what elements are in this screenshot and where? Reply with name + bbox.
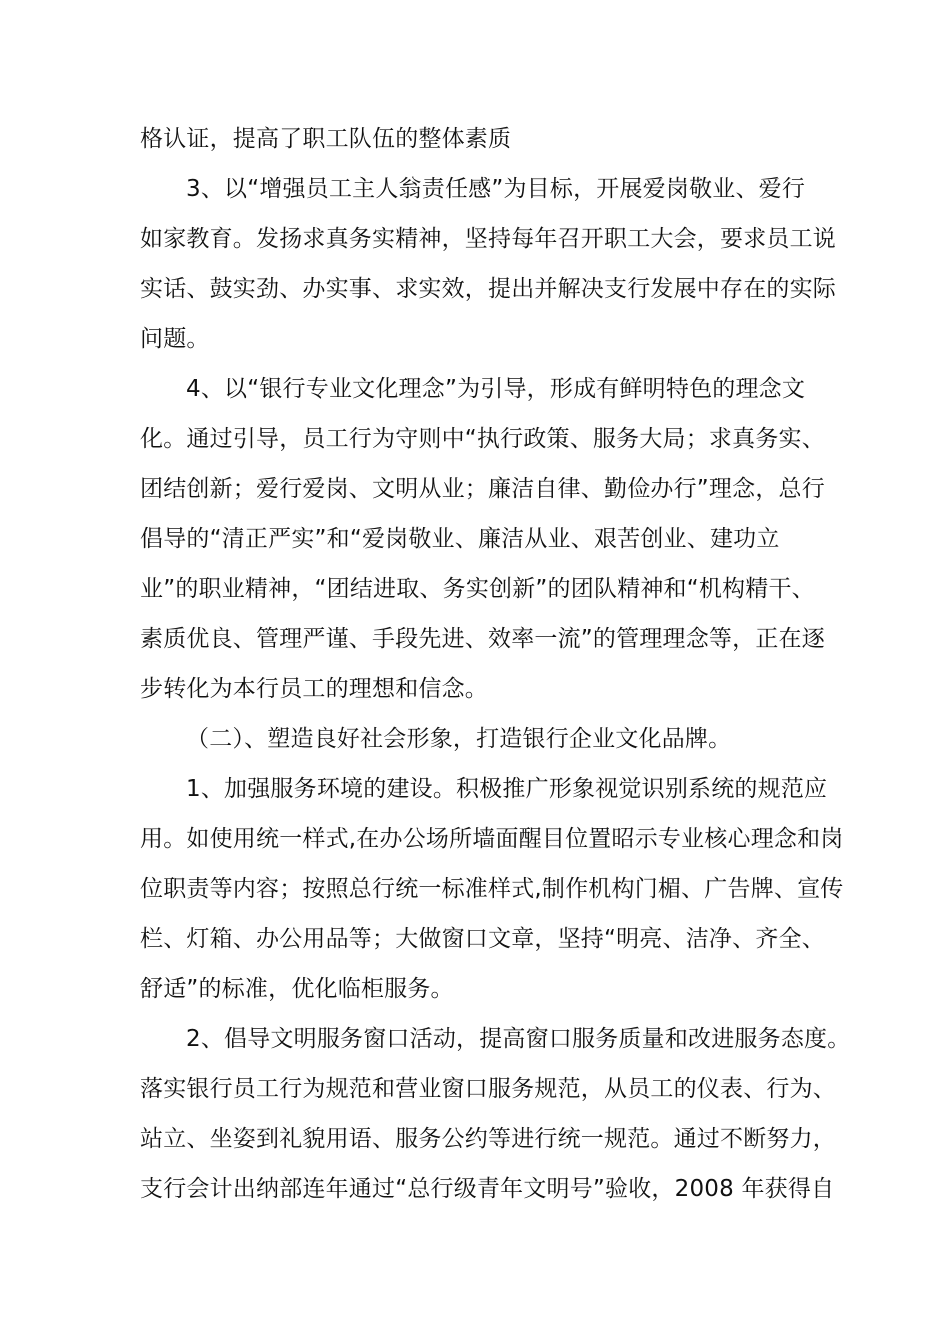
- text-line: 位职责等内容；按照总行统一标准样式,制作机构门楣、广告牌、宣传: [140, 876, 844, 902]
- text-line: 4、以“银行专业文化理念”为引导，形成有鲜明特色的理念文: [186, 376, 806, 402]
- text-line: 问题。: [140, 326, 210, 352]
- text-line: 团结创新；爱行爱岗、文明从业；廉洁自律、勤俭办行”理念，总行: [140, 476, 825, 502]
- text-line: 实话、鼓实劲、办实事、求实效，提出并解决支行发展中存在的实际: [140, 276, 836, 302]
- text-line: 如家教育。发扬求真务实精神，坚持每年召开职工大会，要求员工说: [140, 226, 836, 252]
- text-line: 素质优良、管理严谨、手段先进、效率一流”的管理理念等，正在逐: [140, 626, 825, 652]
- text-line: 3、以“增强员工主人翁责任感”为目标，开展爱岗敬业、爱行: [186, 176, 806, 202]
- text-line: 栏、灯箱、办公用品等；大做窗口文章，坚持“明亮、洁净、齐全、: [140, 926, 825, 952]
- text-line: 格认证，提高了职工队伍的整体素质: [140, 126, 512, 152]
- text-line: 倡导的“清正严实”和“爱岗敬业、廉洁从业、艰苦创业、建功立: [140, 526, 780, 552]
- text-line: 业”的职业精神，“团结进取、务实创新”的团队精神和“机构精干、: [140, 576, 815, 602]
- text-line: 支行会计出纳部连年通过“总行级青年文明号”验收，2008 年获得自: [140, 1176, 835, 1202]
- text-line: 用。如使用统一样式,在办公场所墙面醒目位置昭示专业核心理念和岗: [140, 826, 844, 852]
- text-line: 化。通过引导，员工行为守则中“执行政策、服务大局；求真务实、: [140, 426, 825, 452]
- text-line: 2、倡导文明服务窗口活动，提高窗口服务质量和改进服务态度。: [186, 1026, 851, 1052]
- text-line: 站立、坐姿到礼貌用语、服务公约等进行统一规范。通过不断努力，: [140, 1126, 836, 1152]
- text-line: 1、加强服务环境的建设。积极推广形象视觉识别系统的规范应: [186, 776, 828, 802]
- text-line: 步转化为本行员工的理想和信念。: [140, 676, 488, 702]
- section-heading: （二）、塑造良好社会形象，打造银行企业文化品牌。: [186, 726, 732, 752]
- text-line: 舒适”的标准，优化临柜服务。: [140, 976, 454, 1002]
- text-line: 落实银行员工行为规范和营业窗口服务规范，从员工的仪表、行为、: [140, 1076, 836, 1102]
